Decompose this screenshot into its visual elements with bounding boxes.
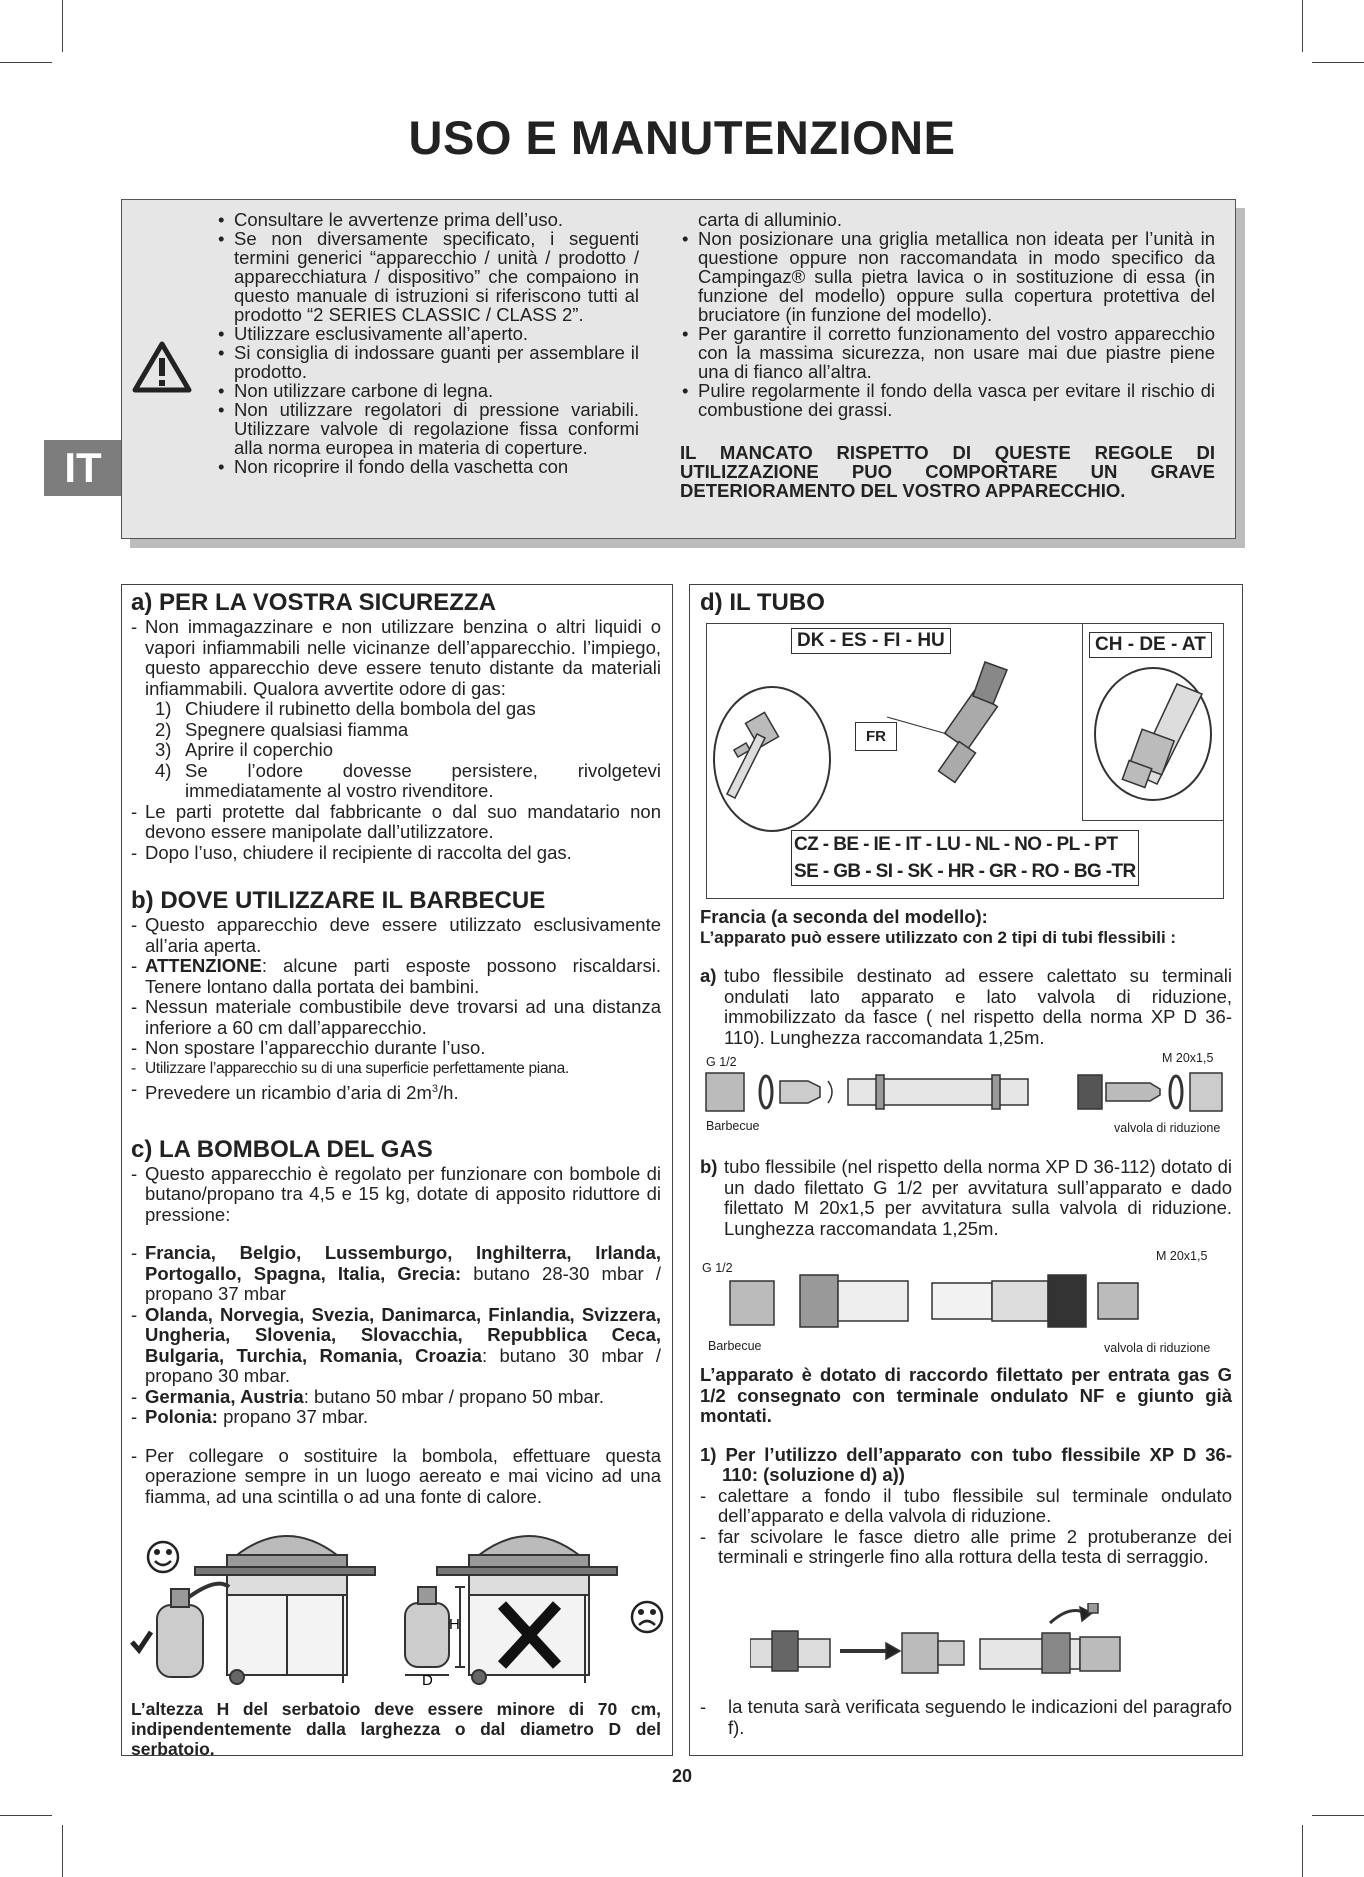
hose-type-b <box>700 1157 1232 1239</box>
section-a-item: - Le parti protette dal fabbricante o dal suo mandatario non devono essere manipolate dall’utilizzatore. <box>131 802 661 843</box>
hose-b-label: b) <box>700 1156 718 1177</box>
france-subtitle: L’apparato può essere utilizzato con 2 tipi di tubi flessibili : <box>700 927 1177 947</box>
dimension-d-label: D <box>422 1672 433 1687</box>
warning-right-column <box>680 210 1215 500</box>
step-number: 4) <box>155 759 172 781</box>
section-a-step <box>131 699 661 720</box>
hose-b-figure <box>700 1245 1232 1355</box>
language-tab: IT <box>44 440 122 496</box>
country-codes-line2: SE - GB - SI - SK - HR - GR - RO - BG -TR <box>794 861 1136 882</box>
country-pressure: : butano 50 mbar / propano 50 mbar. <box>303 1385 604 1407</box>
section-a-step <box>131 761 661 802</box>
label-g12-b: G 1/2 <box>702 1261 733 1275</box>
hose-a-illustration <box>700 1067 1232 1117</box>
section-b-item: - Non spostare l’apparecchio durante l’uso. <box>131 1038 661 1059</box>
step-text: Chiudere il rubinetto della bombola del gas <box>185 698 536 719</box>
checkmark-icon <box>132 1632 151 1650</box>
section-b-item <box>131 956 661 997</box>
right-panel <box>689 584 1243 1756</box>
warning-item: • Utilizzare esclusivamente all’aperto. <box>216 324 639 343</box>
gas-cylinder-left <box>157 1584 229 1677</box>
hose-b-illustration <box>700 1265 1232 1335</box>
clamp-illustration <box>750 1603 1170 1693</box>
barbecue-left <box>195 1536 375 1684</box>
step1-item: - far scivolare le fasce dietro alle prime 2 protuberanze dei terminali e stringerle fino alla rottura della testa di serraggio. <box>700 1527 1232 1568</box>
crop-mark <box>1302 1825 1303 1877</box>
country-codes-ch: CH - DE - AT <box>1089 632 1212 658</box>
section-a-step <box>131 720 661 741</box>
section-a-title: a) PER LA VOSTRA SICUREZZA <box>131 589 496 616</box>
step-text: Spegnere qualsiasi fiamma <box>185 718 409 740</box>
hose-a-text: tubo flessibile destinato ad essere calettato su terminali ondulati lato apparato e lato valvola di riduzione, immobilizzato da fasce ( nel rispetto della norma XP D 36-110). Lunghezza raccomandata 1,25m. <box>724 965 1232 1048</box>
page-number: 20 <box>671 1766 693 1786</box>
final-item: - la tenuta sarà verificata seguendo le indicazioni del paragrafo f). <box>700 1697 1232 1738</box>
section-b-item: - Questo apparecchio deve essere utilizzato esclusivamente all’aria aperta. <box>131 915 661 956</box>
warning-item: • Non ricoprire il fondo della vaschetta con <box>216 457 639 476</box>
hose-type-a <box>700 966 1232 1048</box>
barbecue-cylinder-illustration <box>127 1517 667 1687</box>
warning-item: • Non utilizzare regolatori di pressione variabili. Utilizzare valvole di regolazione fissa conformi alla norma europea in materia di coperture. <box>216 400 639 457</box>
hose-a-label: a) <box>700 965 717 986</box>
warning-left-column <box>216 210 639 476</box>
left-panel <box>121 584 673 1759</box>
country-codes-line1: CZ - BE - IE - IT - LU - NL - NO - PL - PT <box>794 834 1118 855</box>
section-b-title: b) DOVE UTILIZZARE IL BARBECUE <box>131 887 546 914</box>
country-pressure: propano 37 mbar. <box>217 1406 369 1428</box>
section-b-item: - Utilizzare l’apparecchio su di una superficie perfettamente piana. <box>131 1059 661 1080</box>
country-list: Francia, Belgio, Lussemburgo, Inghilterra, Irlanda, Portogallo, Spagna, Italia, Grecia: <box>145 1242 661 1284</box>
warning-item: • Consultare le avvertenze prima dell’uso. <box>216 210 639 229</box>
crop-mark <box>0 62 52 63</box>
warning-item: carta di alluminio. <box>698 209 842 230</box>
country-group <box>131 1407 661 1428</box>
step1-title: 1) Per l’utilizzo dell’apparato con tubo flessibile XP D 36-110: (soluzione d) a)) <box>700 1443 1232 1485</box>
dimension-h-label: H <box>449 1616 460 1633</box>
crop-mark <box>1302 0 1303 52</box>
hose-a-figure <box>700 1051 1232 1135</box>
warning-box <box>121 199 1236 539</box>
country-list: Polonia: <box>145 1406 218 1428</box>
crop-mark <box>1312 62 1364 63</box>
smiley-happy-icon <box>148 1542 178 1572</box>
section-b-item <box>131 1079 661 1104</box>
step-text: Aprire il coperchio <box>185 739 334 760</box>
air-change-text: Prevedere un ricambio d’aria di 2m <box>145 1082 432 1104</box>
hose-country-figure <box>706 623 1224 899</box>
warning-item: • Se non diversamente specificato, i seguenti termini generici “apparecchio / unità / prodotto / apparecchiatura / dispositivo” che compaiono in questo manuale di istruzioni si riferiscono tutti al prodotto “2 SERIES CLASSIC / CLASS 2”. <box>216 229 639 324</box>
section-c-connect-note: - Per collegare o sostituire la bombola, effettuare questa operazione sempre in un luogo aereato e mai vicino ad una fiamma, ad una scintilla o ad una fonte di calore. <box>131 1446 661 1508</box>
label-g12: G 1/2 <box>706 1055 737 1069</box>
step-number: 2) <box>155 718 172 740</box>
air-change-suffix: /h. <box>438 1082 459 1104</box>
step-number: 3) <box>155 739 172 760</box>
country-pressure: butano 28-30 mbar / propano 37 mbar <box>145 1262 662 1305</box>
warning-item: • Non posizionare una griglia metallica non ideata per l’unità in questione oppure non raccomandata in modo specifico da Campingaz® sulla pietra lavica o in sostituzione di essa (in funzione del modello) oppure sulla copertura protettiva del bruciatore (in funzione del modello). <box>680 229 1215 324</box>
country-list: Olanda, Norvegia, Svezia, Danimarca, Finlandia, Svizzera, Ungheria, Slovenia, Slovacchia, Repubblica Ceca, Bulgaria, Turchia, Romania, Croazia <box>145 1303 661 1366</box>
section-c-title: c) LA BOMBOLA DEL GAS <box>131 1135 433 1163</box>
barbecue-right <box>437 1536 617 1684</box>
warning-item: • Pulire regolarmente il fondo della vasca per evitare il rischio di combustione dei grassi. <box>680 381 1215 419</box>
hose-b-text: tubo flessibile (nel rispetto della norma XP D 36-112) dotato di un dado filettato G 1/2 per avvitatura sull’apparato e dado filettato M 20x1,5 per avvitatura sulla valvola di riduzione. Lunghezza raccomandata 1,25m. <box>724 1156 1232 1239</box>
attention-label: ATTENZIONE <box>145 955 262 976</box>
country-codes-cz-box <box>791 830 1139 886</box>
country-group <box>131 1387 661 1408</box>
country-group <box>131 1305 661 1387</box>
section-d-title: d) IL TUBO <box>700 589 825 616</box>
step-number: 1) <box>155 698 172 719</box>
warning-item: • Si consiglia di indossare guanti per assemblare il prodotto. <box>216 343 639 381</box>
crop-mark <box>62 0 63 52</box>
warning-triangle-icon <box>132 340 192 394</box>
warning-bold-notice: IL MANCATO RISPETTO DI QUESTE REGOLE DI UTILIZZAZIONE PUO COMPORTARE UN GRAVE DETERIORAMENTO DEL VOSTRO APPARECCHIO. <box>680 442 1215 501</box>
france-title: Francia (a seconda del modello): <box>700 906 988 927</box>
crop-mark <box>0 1815 52 1816</box>
warning-item: • Non utilizzare carbone di legna. <box>216 381 639 400</box>
attention-text: : alcune parti esposte possono riscaldarsi. Tenere lontano dalla portata dei bambini. <box>145 955 661 997</box>
air-change-sup: 3 <box>431 1083 439 1095</box>
crop-mark <box>62 1825 63 1877</box>
page-title: USO E MANUTENZIONE <box>408 111 956 164</box>
warning-item: • Per garantire il corretto funzionamento del vostro apparecchio con la massima sicurezza, non usare mai due piastre piene una di fianco all’altra. <box>680 324 1215 381</box>
tank-height-note: L’altezza H del serbatoio deve essere minore di 70 cm, indipendentemente dalla larghezza o dal diametro D del serbatoio. <box>131 1699 661 1759</box>
country-code-fr: FR <box>855 722 897 751</box>
step-text: Se l’odore dovesse persistere, rivolgetevi immediatamente al vostro rivenditore. <box>185 759 661 801</box>
label-m20-b: M 20x1,5 <box>1156 1249 1208 1263</box>
step1-item: - calettare a fondo il tubo flessibile sul terminale ondulato dell’apparato e della valvola di riduzione. <box>700 1486 1232 1527</box>
connector-bold-paragraph: L’apparato è dotato di raccordo filettato per entrata gas G 1/2 consegnato con terminale ondulato NF e giunto già montati. <box>700 1364 1232 1426</box>
section-b-item: - Nessun materiale combustibile deve trovarsi ad una distanza inferiore a 60 cm dall’apparecchio. <box>131 997 661 1038</box>
label-reduction-valve-b: valvola di riduzione <box>1104 1341 1211 1355</box>
smiley-sad-icon <box>632 1602 662 1632</box>
country-list: Germania, Austria <box>145 1385 304 1407</box>
section-a-item: - Non immagazzinare e non utilizzare benzina o altri liquidi o vapori infiammabili nelle vicinanze dell’apparecchio. l’impiego, questo apparecchio deve essere tenuto distante da materiali infiammabili. Qualora avvertite odore di gas: <box>131 617 661 699</box>
country-pressure: : butano 30 mbar / propano 30 mbar. <box>145 1344 661 1387</box>
label-reduction-valve: valvola di riduzione <box>1114 1121 1221 1135</box>
crop-mark <box>1312 1815 1364 1816</box>
country-codes-dk: DK - ES - FI - HU <box>791 628 951 654</box>
label-barbecue: Barbecue <box>706 1119 760 1133</box>
label-barbecue-b: Barbecue <box>708 1339 762 1353</box>
section-a-item: - Dopo l’uso, chiudere il recipiente di raccolta del gas. <box>131 843 661 864</box>
country-group <box>131 1243 661 1305</box>
section-a-step <box>131 740 661 761</box>
label-m20: M 20x1,5 <box>1162 1051 1214 1065</box>
section-c-intro: - Questo apparecchio è regolato per funzionare con bombole di butano/propano tra 4,5 e 15 kg, dotate di apposito riduttore di pressione: <box>131 1164 661 1226</box>
